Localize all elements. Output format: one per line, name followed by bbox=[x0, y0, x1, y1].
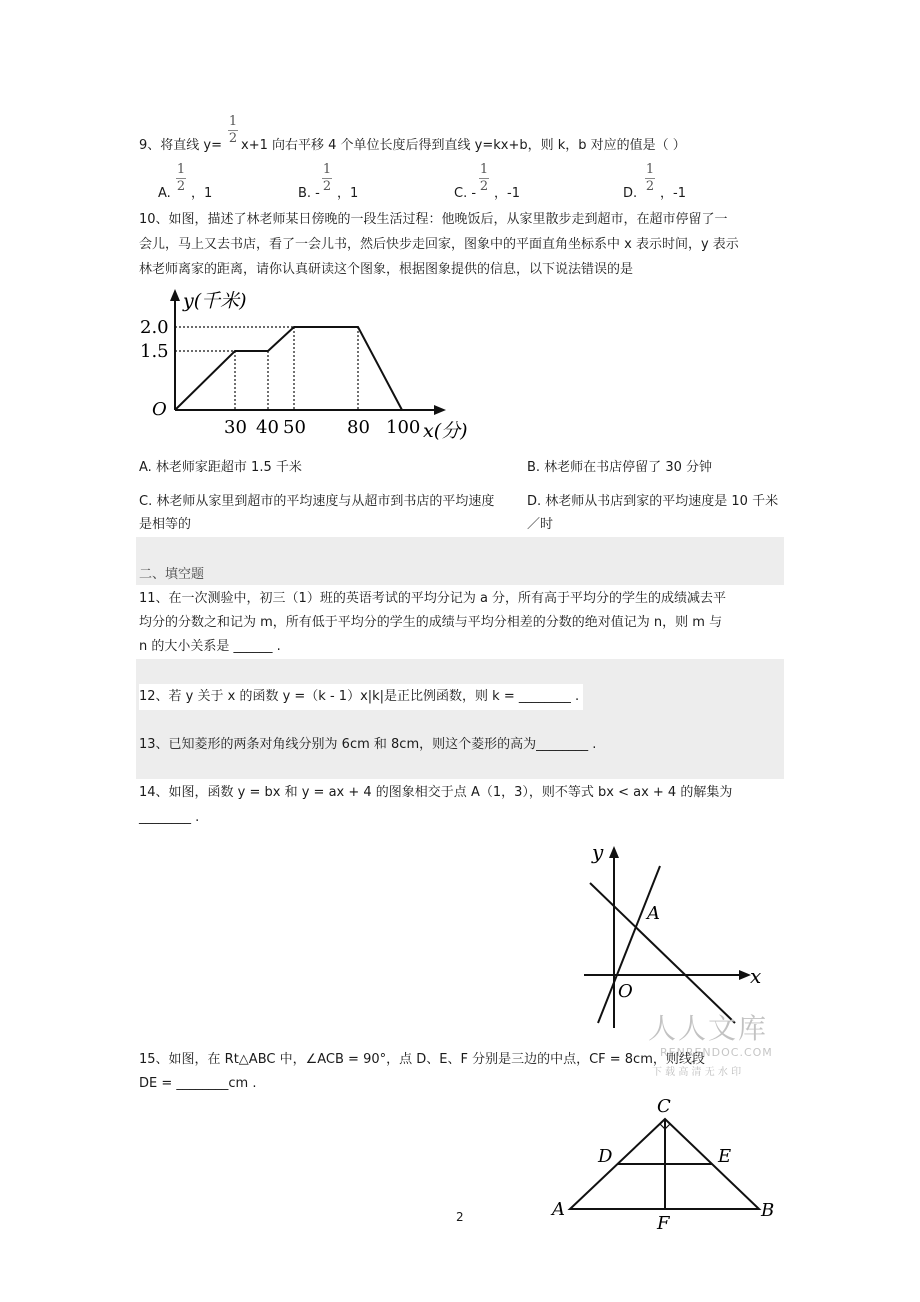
q9-option-d-frac bbox=[643, 162, 657, 195]
q9-option-d-suffix: ，-1 bbox=[660, 186, 686, 201]
q15-label-b: B bbox=[761, 1200, 775, 1221]
q9-option-b-den: 2 bbox=[322, 179, 332, 194]
q10-graph-line bbox=[175, 327, 402, 410]
q9-option-c-suffix: ，-1 bbox=[494, 186, 520, 201]
q14-y-label: y bbox=[592, 840, 604, 864]
q10-option-d-line-2: ／时 bbox=[527, 517, 554, 532]
q15-line-2: DE = ________cm . bbox=[139, 1076, 257, 1091]
q9-option-a-frac bbox=[174, 162, 188, 195]
q10-line-1: 10、如图，描述了林老师某日傍晚的一段生活过程：他晚饭后，从家里散步走到超市，在超市停留了一 bbox=[139, 212, 728, 227]
q11-line-1: 11、在一次测验中，初三（1）班的英语考试的平均分记为 a 分，所有高于平均分的学生的成绩减去平 bbox=[139, 591, 727, 606]
q9-frac-num: 1 bbox=[228, 114, 238, 129]
q12-q13-band bbox=[136, 659, 784, 779]
q10-option-a: A. 林老师家距超市 1.5 千米 bbox=[139, 460, 302, 475]
q9-option-c-frac bbox=[477, 162, 491, 195]
q10-x-tick-30: 30 bbox=[224, 417, 247, 438]
q9-option-a-suffix: ，1 bbox=[191, 186, 213, 201]
q9-option-a-den: 2 bbox=[176, 179, 186, 194]
watermark-title: 人人文库 bbox=[648, 1012, 769, 1045]
q10-origin-label: O bbox=[152, 399, 167, 420]
q14-point-a-label: A bbox=[647, 903, 660, 924]
q9-text-a: 9、将直线 y= bbox=[139, 138, 222, 153]
q9-option-d-den: 2 bbox=[645, 179, 655, 194]
q10-y-arrow bbox=[170, 289, 180, 301]
q10-line-2: 会儿，马上又去书店，看了一会儿书，然后快步走回家，图象中的平面直角坐标系中 x 表示时间，y 表示 bbox=[139, 237, 739, 252]
q9-option-a-prefix: A. bbox=[158, 186, 171, 201]
q9-option-b-suffix: ，1 bbox=[337, 186, 359, 201]
q15-label-d: D bbox=[598, 1146, 613, 1167]
q9-fraction bbox=[226, 114, 240, 147]
q15-label-e: E bbox=[718, 1146, 732, 1167]
q14-y-arrow bbox=[609, 846, 619, 858]
q10-x-tick-100: 100 bbox=[386, 417, 421, 438]
q14-origin-label: O bbox=[618, 981, 633, 1002]
q9-option-c-den: 2 bbox=[479, 179, 489, 194]
q15-line-1: 15、如图，在 Rt△ABC 中，∠ACB = 90°，点 D、E、F 分别是三边的中点，CF = 8cm，则线段 bbox=[139, 1052, 705, 1067]
section-2-header-band bbox=[136, 537, 784, 585]
section-2-title: 二、填空题 bbox=[139, 567, 205, 582]
q10-x-arrow bbox=[434, 405, 446, 415]
q11-line-3: n 的大小关系是 ______ . bbox=[139, 639, 281, 654]
q9-option-a-num: 1 bbox=[176, 162, 186, 177]
q10-option-b: B. 林老师在书店停留了 30 分钟 bbox=[527, 460, 712, 475]
q10-option-d-line-1: D. 林老师从书店到家的平均速度是 10 千米 bbox=[527, 494, 779, 509]
q9-option-c-prefix: C. - bbox=[454, 186, 477, 201]
q15-label-c: C bbox=[657, 1096, 671, 1117]
q13-text: 13、已知菱形的两条对角线分别为 6cm 和 8cm，则这个菱形的高为________ . bbox=[139, 737, 597, 752]
q9-text-b: x+1 向右平移 4 个单位长度后得到直线 y=kx+b，则 k，b 对应的值是（ ） bbox=[241, 138, 686, 153]
q11-line-2: 均分的分数之和记为 m，所有低于平均分的学生的成绩与平均分相差的分数的绝对值记为 n，则 m 与 bbox=[139, 615, 723, 630]
q10-x-tick-40: 40 bbox=[256, 417, 279, 438]
q9-frac-den: 2 bbox=[228, 131, 238, 146]
q9-option-b-prefix: B. - bbox=[298, 186, 320, 201]
q10-line-3: 林老师离家的距离，请你认真研读这个图象，根据图象提供的信息，以下说法错误的是 bbox=[139, 262, 634, 277]
q9-option-b-num: 1 bbox=[322, 162, 332, 177]
q10-x-label: x(分) bbox=[423, 420, 468, 442]
q14-x-label: x bbox=[750, 964, 762, 988]
q10-option-c-line-1: C. 林老师从家里到超市的平均速度与从超市到书店的平均速度 bbox=[139, 494, 495, 509]
q9-option-b-frac bbox=[320, 162, 334, 195]
q14-line-2: ________ . bbox=[139, 810, 200, 825]
q15-label-a: A bbox=[552, 1199, 565, 1220]
q15-triangle-figure bbox=[548, 1093, 780, 1233]
q10-x-tick-50: 50 bbox=[283, 417, 306, 438]
page-number: 2 bbox=[456, 1210, 464, 1224]
q10-distance-time-graph bbox=[140, 285, 490, 445]
q14-function-graph bbox=[580, 838, 770, 1033]
q10-y-tick-2-0: 2.0 bbox=[140, 317, 169, 338]
q10-y-tick-1-5: 1.5 bbox=[140, 341, 169, 362]
q15-label-f: F bbox=[657, 1213, 670, 1233]
q14-line-ax-plus-4 bbox=[590, 883, 735, 1023]
q9-option-c-num: 1 bbox=[479, 162, 489, 177]
q9-option-d-num: 1 bbox=[645, 162, 655, 177]
q12-text: 12、若 y 关于 x 的函数 y =（k - 1）x|k|是正比例函数，则 k = ________ . bbox=[139, 684, 583, 710]
watermark-subtitle: 下 载 高 清 无 水 印 bbox=[652, 1067, 742, 1078]
watermark-url: RENRENDOC.COM bbox=[660, 1046, 773, 1059]
q10-y-label: y(千米) bbox=[183, 290, 247, 312]
q10-option-c-line-2: 是相等的 bbox=[139, 517, 192, 532]
q9-option-d-prefix: D. bbox=[623, 186, 638, 201]
q10-x-tick-80: 80 bbox=[347, 417, 370, 438]
q14-line-1: 14、如图，函数 y = bx 和 y = ax + 4 的图象相交于点 A（1，3），则不等式 bx < ax + 4 的解集为 bbox=[139, 785, 733, 800]
